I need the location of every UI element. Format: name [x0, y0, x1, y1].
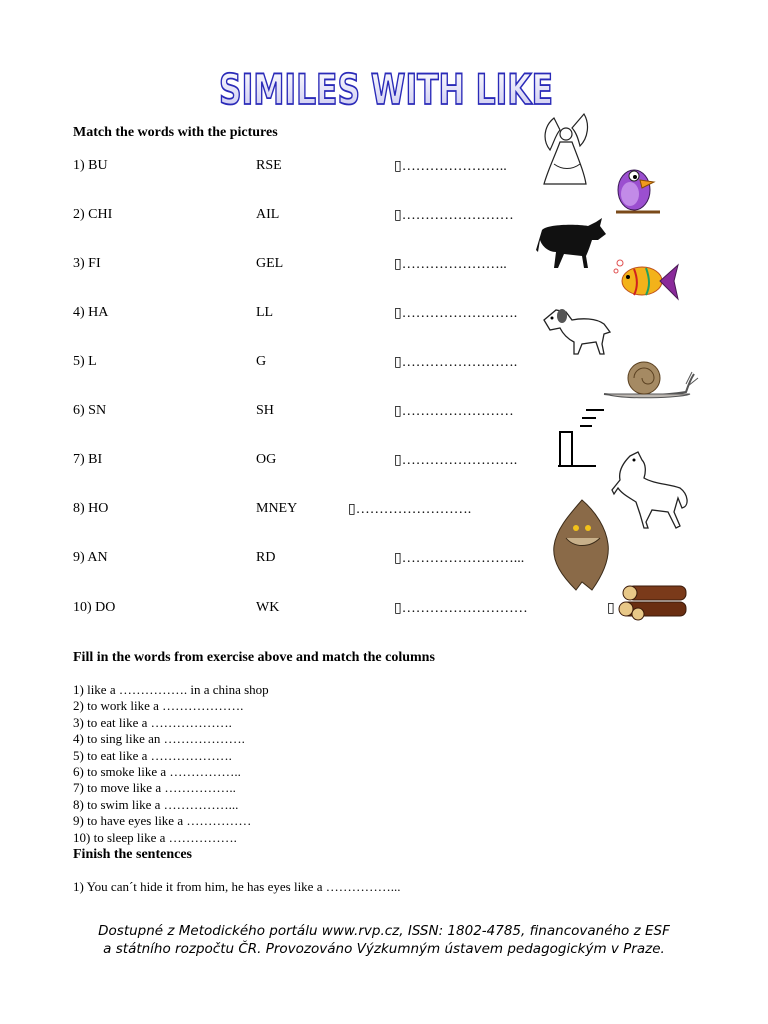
exercise1-heading: Match the words with the pictures: [73, 125, 278, 140]
match-row: [73, 207, 553, 225]
simile-list: [73, 682, 269, 846]
snail-picture: [602, 360, 700, 400]
answer-blank[interactable]: ▯…………………..: [394, 257, 507, 272]
word-end: G: [256, 354, 267, 369]
exercise2-heading: Fill in the words from exercise above and match the columns: [73, 650, 435, 665]
list-item: 3) to eat like a ……………….: [73, 714, 232, 730]
match-row: [73, 550, 553, 568]
word-start: 6) SN: [73, 403, 107, 418]
word-end: MNEY: [256, 501, 298, 516]
footer-line: a státního rozpočtu ČR. Provozováno Výzkumným ústavem pedagogickým v Praze.: [103, 941, 665, 957]
exercise3-heading: Finish the sentences: [73, 847, 192, 862]
list-item: 2) to work like a ……………….: [73, 698, 244, 714]
word-end: RSE: [256, 158, 282, 173]
match-row: [73, 501, 553, 519]
match-row: [73, 305, 553, 323]
list-item: 6) to smoke like a ……………..: [73, 764, 241, 780]
owl-picture: [548, 498, 616, 594]
logs-picture: [618, 582, 690, 622]
answer-blank[interactable]: ▯…………………….: [394, 355, 518, 370]
list-item: 4) to sing like an ……………….: [73, 731, 245, 747]
match-row: [73, 256, 553, 274]
worksheet-title: [216, 62, 556, 112]
match-row: [73, 158, 553, 176]
list-item: 7) to move like a ……………..: [73, 780, 236, 796]
chimney-picture: [556, 406, 606, 470]
footer: [0, 922, 768, 958]
footer-line: Dostupné z Metodického portálu www.rvp.cz, ISSN: 1802-4785, financovaného z ESF: [98, 923, 670, 939]
word-start: 1) BU: [73, 158, 108, 173]
svg-text:SIMILES WITH LIKE: SIMILES WITH LIKE: [219, 65, 553, 114]
match-row: [73, 600, 553, 618]
answer-blank[interactable]: ▯…………………..: [394, 159, 507, 174]
answer-blank[interactable]: ▯……………………: [394, 404, 514, 419]
word-start: 5) L: [73, 354, 97, 369]
list-item: 5) to eat like a ……………….: [73, 747, 232, 763]
list-item: 8) to swim like a ……………...: [73, 796, 239, 812]
angel-picture: [540, 112, 592, 188]
word-start: 4) HA: [73, 305, 109, 320]
word-start: 2) CHI: [73, 207, 113, 222]
word-start: 7) BI: [73, 452, 103, 467]
word-start: 10) DO: [73, 600, 116, 615]
word-start: 8) HO: [73, 501, 109, 516]
list-item: 10) to sleep like a …………….: [73, 829, 237, 845]
fish-picture: [612, 255, 682, 305]
word-start: 9) AN: [73, 550, 108, 565]
list-item: 9) to have eyes like a ……………: [73, 813, 252, 829]
list-item: 1) like a ……………. in a china shop: [73, 682, 269, 697]
bull-picture: [536, 212, 610, 270]
sentence-item: 1) You can´t hide it from him, he has eyes like a ……………...: [73, 879, 401, 894]
word-start: 3) FI: [73, 256, 101, 271]
match-row: [73, 452, 553, 470]
word-end: GEL: [256, 256, 284, 271]
word-end: AIL: [256, 207, 280, 222]
answer-blank[interactable]: ▯……………………...: [394, 551, 525, 566]
match-row: [73, 403, 553, 421]
word-end: RD: [256, 550, 276, 565]
answer-blank[interactable]: ▯………………………: [394, 601, 528, 616]
bird-picture: [612, 158, 664, 218]
answer-blank[interactable]: ▯…………………….: [394, 306, 518, 321]
match-row: [73, 354, 553, 372]
answer-blank[interactable]: ▯……………………: [394, 208, 514, 223]
word-end: LL: [256, 305, 274, 320]
dog-picture: [542, 302, 612, 358]
answer-blank[interactable]: ▯…………………….: [348, 502, 472, 517]
word-end: SH: [256, 403, 274, 418]
placeholder-glyph: ▯: [607, 601, 615, 616]
horse-picture: [610, 450, 692, 530]
word-end: WK: [256, 600, 280, 615]
answer-blank[interactable]: ▯…………………….: [394, 453, 518, 468]
word-end: OG: [256, 452, 277, 467]
